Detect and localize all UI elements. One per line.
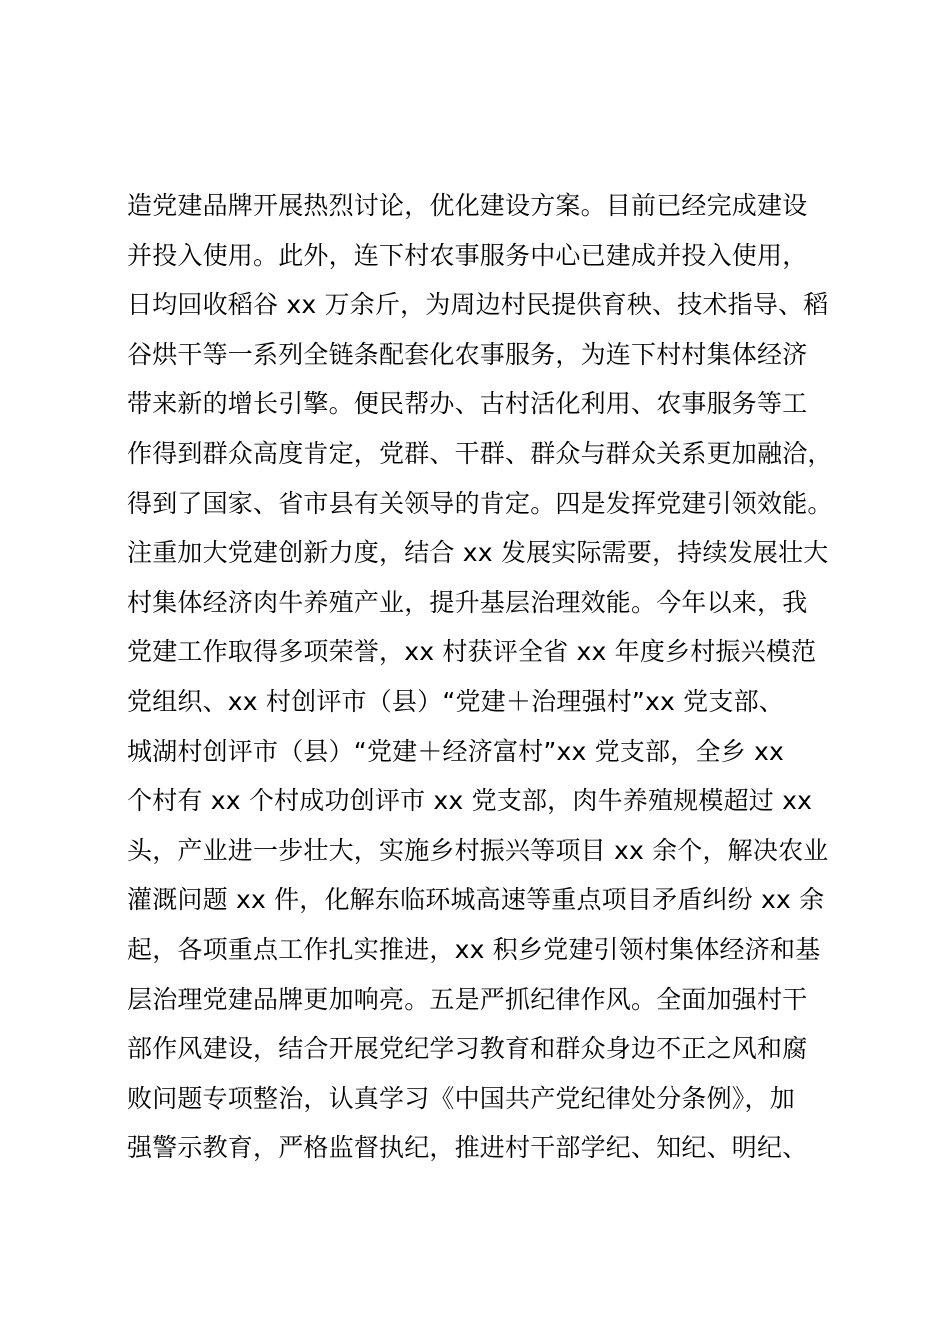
text-line: 村集体经济肉牛养殖产业，提升基层治理效能。今年以来，我 (127, 587, 808, 617)
text-line: 党建工作取得多项荣誉，xx 村获评全省 xx 年度乡村振兴模范 (127, 637, 817, 667)
text-line: 败问题专项整治，认真学习《中国共产党纪律处分条例》，加 (127, 1083, 795, 1113)
text-line: 日均回收稻谷 xx 万余斤，为周边村民提供育秧、技术指导、稻 (127, 290, 829, 320)
text-line: 作得到群众高度肯定，党群、干群、群众与群众关系更加融洽， (127, 438, 833, 468)
text-line: 个村有 xx 个村成功创评市 xx 党支部，肉牛养殖规模超过 xx (127, 786, 813, 816)
text-line: 强警示教育，严格监督执纪，推进村干部学纪、知纪、明纪、 (127, 1133, 808, 1163)
text-line: 头，产业进一步壮大，实施乡村振兴等项目 xx 余个，解决农业 (127, 835, 829, 865)
text-line: 得到了国家、省市县有关领导的肯定。四是发挥党建引领效能。 (127, 488, 833, 518)
text-line: 注重加大党建创新力度，结合 xx 发展实际需要，持续发展壮大 (127, 538, 829, 568)
text-line: 城湖村创评市（县）“党建＋经济富村”xx 党支部，全乡 xx (127, 736, 784, 766)
body-paragraph (127, 181, 867, 1173)
text-line: 谷烘干等一系列全链条配套化农事服务，为连下村村集体经济 (127, 339, 808, 369)
text-line: 并投入使用。此外，连下村农事服务中心已建成并投入使用， (127, 240, 808, 270)
text-line: 起，各项重点工作扎实推进，xx 积乡党建引领村集体经济和基 (127, 934, 821, 964)
text-line: 带来新的增长引擎。便民帮办、古村活化利用、农事服务等工 (127, 389, 808, 419)
text-line: 灌溉问题 xx 件，化解东临环城高速等重点项目矛盾纠纷 xx 余 (127, 885, 825, 915)
text-line: 部作风建设，结合开展党纪学习教育和群众身边不正之风和腐 (127, 1034, 808, 1064)
text-line: 造党建品牌开展热烈讨论，优化建设方案。目前已经完成建设 (127, 191, 808, 220)
text-line: 党组织、xx 村创评市（县）“党建＋治理强村”xx 党支部、 (127, 686, 784, 716)
text-line: 层治理党建品牌更加响亮。五是严抓纪律作风。全面加强村干 (127, 984, 808, 1014)
